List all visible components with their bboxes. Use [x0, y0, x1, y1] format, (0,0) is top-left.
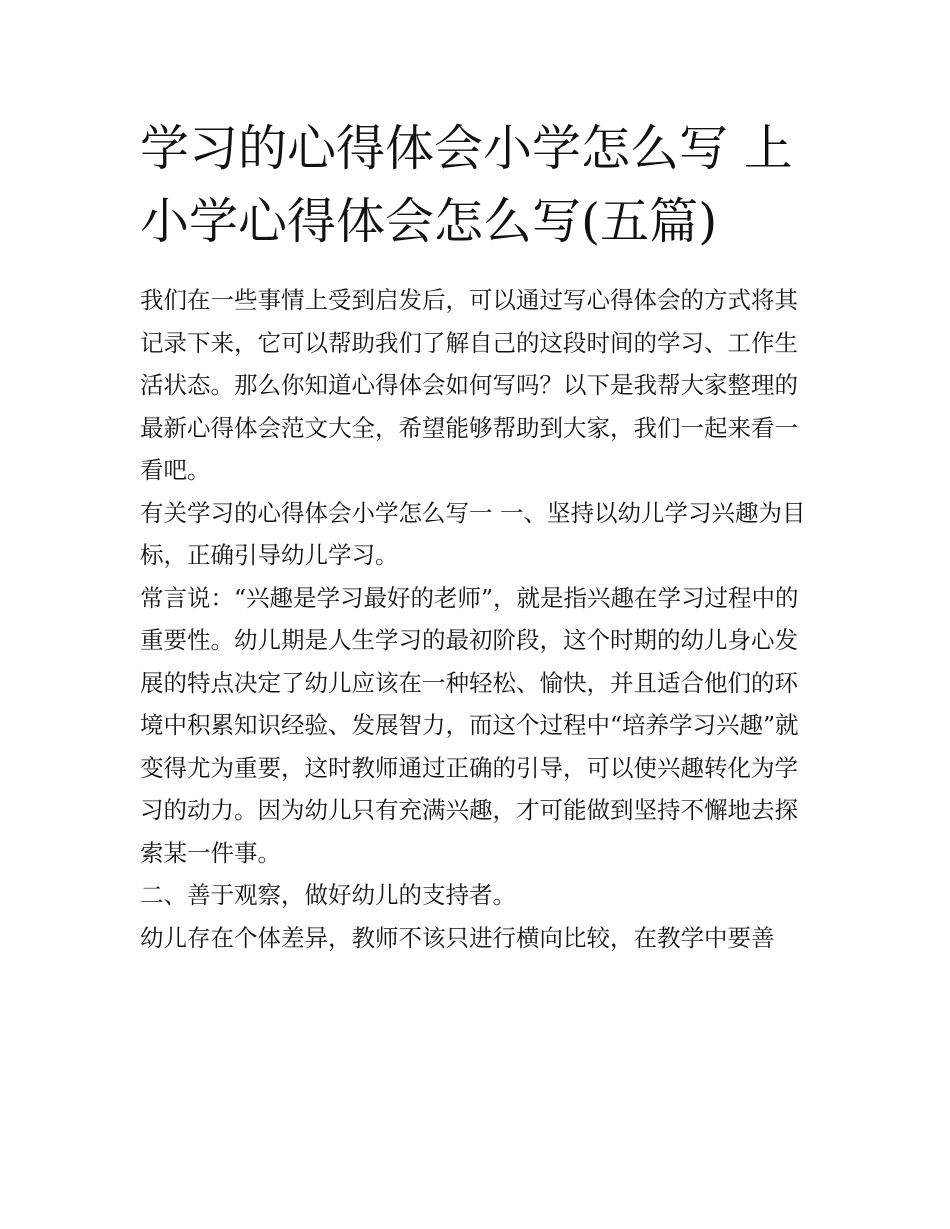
body-paragraph-partial: 幼儿存在个体差异，教师不该只进行横向比较，在教学中要善	[140, 923, 775, 952]
section-heading-2: 二、善于观察，做好幼儿的支持者。	[140, 881, 516, 909]
intro-paragraph: 我们在一些事情上受到启发后，可以通过写心得体会的方式将其记录下来，它可以帮助我们了解自己的这段时间的学习、工作生活状态。那么你知道心得体会如何写吗？以下是我帮大家整理的最新心得体会范文大全，希望能够帮助到大家，我们一起来看一看吧。	[140, 286, 798, 484]
section-heading-1: 有关学习的心得体会小学怎么写一 一、坚持以幼儿学习兴趣为目标，正确引导幼儿学习。	[140, 498, 806, 569]
body-paragraph: 常言说：“兴趣是学习最好的老师”，就是指兴趣在学习过程中的重要性。幼儿期是人生学习的最初阶段，这个时期的幼儿身心发展的特点决定了幼儿应该在一种轻松、愉快，并且适合他们的环境中积累知识经验、发展智力，而这个过程中“培养学习兴趣”就变得尤为重要，这时教师通过正确的引导，可以使兴趣转化为学习的动力。因为幼儿只有充满兴趣，才可能做到坚持不懈地去探索某一件事。	[140, 583, 799, 867]
document-title: 学习的心得体会小学怎么写 上小学心得体会怎么写(五篇)	[140, 120, 793, 250]
document-body	[140, 279, 820, 959]
